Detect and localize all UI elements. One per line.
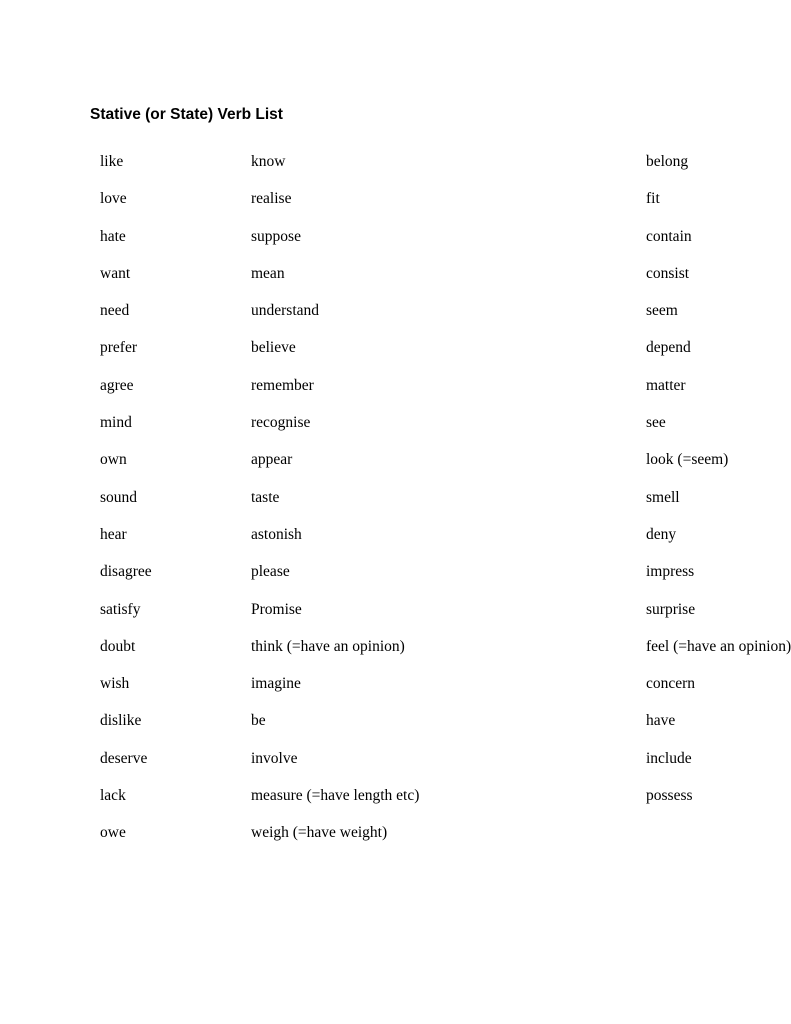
verb-item: include [646, 749, 692, 767]
verb-item: surprise [646, 600, 696, 618]
verb-item: own [100, 451, 127, 469]
verb-item: consist [646, 264, 690, 282]
verb-item: sound [100, 488, 138, 506]
verb-item: believe [251, 339, 296, 357]
verb-item: realise [251, 190, 292, 208]
verb-item: please [251, 563, 290, 581]
verb-item: hate [100, 227, 126, 245]
page-title: Stative (or State) Verb List [90, 106, 283, 123]
verb-item: prefer [100, 339, 137, 357]
verb-item: dislike [100, 712, 142, 730]
verb-item: feel (=have an opinion) [646, 637, 791, 655]
verb-item: astonish [251, 525, 302, 543]
verb-item: like [100, 153, 124, 170]
verb-item: want [100, 264, 131, 282]
verb-item: concern [646, 675, 696, 693]
verb-item: belong [646, 153, 689, 170]
verb-item: Promise [251, 600, 302, 618]
verb-item: look (=seem) [646, 451, 729, 469]
verb-item: remember [251, 376, 314, 394]
verb-item: think (=have an opinion) [251, 637, 405, 655]
verb-item: wish [100, 675, 130, 693]
verb-item: smell [646, 488, 680, 506]
verb-item: mind [100, 414, 132, 432]
verb-item: agree [100, 376, 134, 394]
verb-item: have [646, 712, 676, 730]
verb-item: taste [251, 488, 280, 506]
verb-item: contain [646, 227, 692, 245]
verb-item: owe [100, 824, 126, 842]
verb-item: imagine [251, 675, 301, 693]
verb-item: fit [646, 190, 660, 208]
verb-item: recognise [251, 414, 311, 432]
verb-item: see [646, 414, 666, 432]
verb-item: appear [251, 451, 293, 469]
verb-item: love [100, 190, 127, 208]
verb-item: weigh (=have weight) [251, 824, 388, 842]
verb-item: depend [646, 339, 691, 357]
verb-item: hear [100, 525, 127, 543]
verb-item: deserve [100, 749, 148, 767]
verb-item: possess [646, 787, 693, 805]
verb-item: lack [100, 787, 126, 805]
verb-item: need [100, 302, 130, 320]
verb-item: be [251, 712, 266, 730]
verb-item: deny [646, 525, 677, 543]
verb-item: understand [251, 302, 320, 320]
verb-item: mean [251, 264, 285, 282]
verb-column-1 [100, 152, 152, 861]
verb-item: suppose [251, 227, 301, 245]
verb-column-3 [646, 152, 791, 823]
verb-item: involve [251, 749, 298, 767]
verb-item: impress [646, 563, 695, 581]
verb-item: satisfy [100, 600, 141, 618]
verb-item: matter [646, 376, 686, 394]
verb-item: seem [646, 302, 678, 320]
verb-item: doubt [100, 637, 136, 655]
verb-item: know [251, 153, 286, 170]
verb-item: disagree [100, 563, 152, 581]
verb-column-2 [251, 152, 419, 861]
verb-item: measure (=have length etc) [251, 787, 420, 805]
